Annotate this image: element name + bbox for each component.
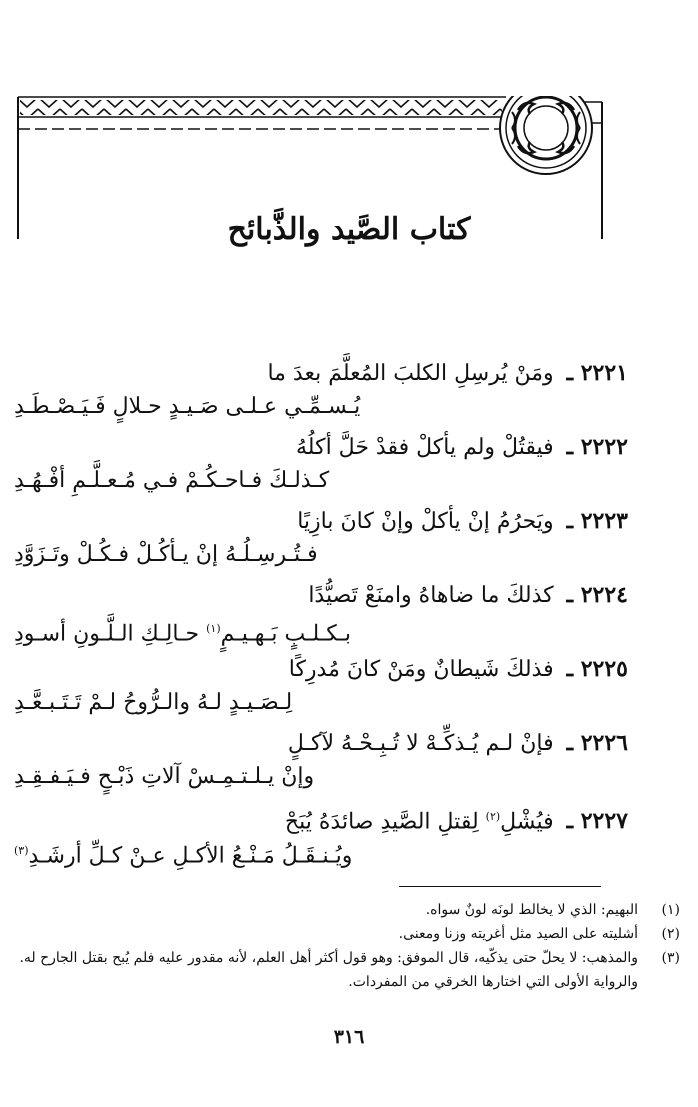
verse-second-hemistich: ويُـنـقَـلُ مَـنْـعُ الأكـلِ عـنْ كـلِّ أرشَـدِ$^{(٣)}$ bbox=[14, 843, 353, 869]
verse-number: ٢٢٢١ ـ bbox=[566, 360, 628, 386]
verse-number: ٢٢٢٢ ـ bbox=[566, 434, 628, 460]
footnote-text: البهيم: الذي لا يخالط لونَه لونٌ سواه. bbox=[425, 902, 638, 918]
verse-second-hemistich: كـذلـكَ فـاحـكُـمْ فـي مُـعـلَّـمِ أفْـهُـدِ bbox=[14, 468, 330, 493]
footnote-text: أشليته على الصيد مثل أغريته وزنا ومعنى. bbox=[398, 926, 638, 942]
footnote-number: (٢) bbox=[661, 926, 680, 942]
verse-number: ٢٢٢٤ ـ bbox=[566, 582, 628, 608]
footnote bbox=[14, 898, 680, 922]
verse-number: ٢٢٢٦ ـ bbox=[566, 730, 628, 756]
ornament-medallion-icon bbox=[500, 96, 592, 174]
footnote-divider bbox=[399, 886, 601, 887]
footnote-number: (١) bbox=[661, 902, 680, 918]
footnote-ref[interactable]: (٢) bbox=[485, 810, 501, 823]
poem bbox=[14, 355, 628, 873]
verse-first-hemistich: فذلكَ شَيطانٌ ومَنْ كانَ مُدرِكًا bbox=[288, 657, 554, 682]
verse-first-hemistich: فإنْ لـم يُـذكِّـهْ لا تُـبِـحْـهُ لآكـلٍ bbox=[287, 731, 554, 756]
verse-number: ٢٢٢٥ ـ bbox=[566, 656, 628, 682]
footnote-number: (٣) bbox=[661, 950, 680, 966]
verse bbox=[14, 503, 628, 577]
footnotes bbox=[14, 898, 680, 994]
verse-first-hemistich: ومَنْ يُرسِلِ الكلبَ المُعلَّمَ بعدَ ما bbox=[267, 361, 554, 386]
verse-second-hemistich: فـتُـرسِـلُـهُ إنْ يـأكُـلْ فـكُـلْ وتَـزَوَّدِ bbox=[14, 542, 318, 567]
page-number: ٣١٦ bbox=[333, 1026, 365, 1048]
footnote bbox=[14, 922, 680, 946]
footnote-ref[interactable]: (١) bbox=[206, 622, 221, 635]
verse: ٢٢٢٧ ـ فيُشْلِ$^{(٢)}$ لِقتلِ الصَّيدِ صائدَهُ يُبَحْ ويُـنـقَـلُ مَـنْـعُ الأكـلِ عـنْ كـلِّ أرشَـدِ$^{(٣)}$ bbox=[14, 799, 628, 873]
verse bbox=[14, 355, 628, 429]
chapter-title: كتاب الصَّيد والذَّبائح bbox=[227, 212, 471, 247]
verse-second-hemistich: يُـسـمِّـي عـلـى صَـيـدٍ حـلالٍ فَـيَـصْـطَـدِ bbox=[14, 394, 361, 419]
verse-first-hemistich: فيقتُلْ ولم يأكلْ فقدْ حَلَّ أكلُهُ bbox=[296, 435, 554, 460]
verse-second-hemistich: لِـصَـيـدٍ لـهُ والـرُّوحُ لـمْ تَـتَـبـعَّـدِ bbox=[14, 690, 293, 715]
footnote bbox=[14, 946, 680, 994]
verse-second-hemistich: بـكـلـبٍ بَـهـيـمٍ$^{(١)}$ حـالِـكِ الـلَّـونِ أسـودِ bbox=[14, 621, 351, 647]
footnote-text: والمذهب: لا يحلّ حتى يذكّيه، قال الموفق: وهو قول أكثر أهل العلم، لأنه مقدور عليه فلم يُبح بقتل الجارح له. والرواية الأولى التي اختارها الخرقي من المفردات. bbox=[19, 950, 638, 990]
verse-number: ٢٢٢٧ ـ bbox=[566, 808, 628, 835]
verse bbox=[14, 651, 628, 725]
verse-number: ٢٢٢٣ ـ bbox=[566, 508, 628, 534]
verse-second-hemistich: وإنْ يـلـتـمِـسْ آلاتِ ذَبْـحٍ فـيَـفـقِـدِ bbox=[14, 764, 315, 789]
verse bbox=[14, 429, 628, 503]
verse-first-hemistich: كذلكَ ما ضاهاهُ وامنَعْ تَصيُّدًا bbox=[308, 583, 554, 608]
verse bbox=[14, 577, 628, 651]
verse bbox=[14, 725, 628, 799]
footnote-ref[interactable]: (٣) bbox=[14, 844, 29, 857]
verse-first-hemistich: ويَحرُمُ إنْ يأكلْ وإنْ كانَ بازِيًا bbox=[297, 509, 554, 534]
